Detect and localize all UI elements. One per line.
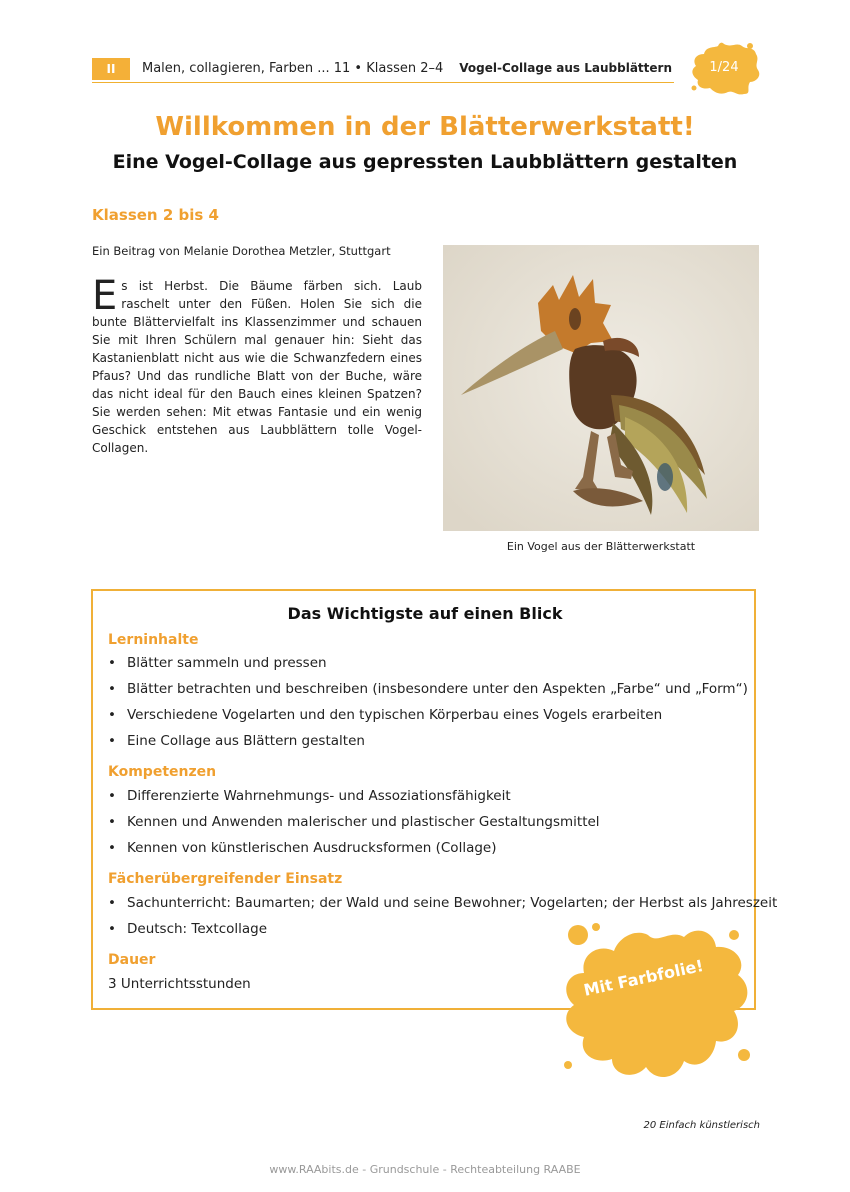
page-subtitle: Eine Vogel-Collage aus gepressten Laubblättern gestalten [112, 151, 738, 173]
summary-title: Das Wichtigste auf einen Blick [287, 604, 563, 623]
section-heading-lerninhalte: Lerninhalte [108, 632, 199, 648]
header-series-text: Malen, collagieren, Farben ... 11 • Klassen 2–4 [142, 61, 444, 76]
color-foil-label: Mit Farbfolie! [582, 955, 706, 1000]
header-topic-text: Vogel-Collage aus Laubblättern [459, 61, 672, 75]
author-line: Ein Beitrag von Melanie Dorothea Metzler, Stuttgart [92, 244, 391, 258]
leaf-bird-photo [443, 245, 759, 531]
drop-cap: E [92, 273, 118, 319]
section-heading-dauer: Dauer [108, 952, 156, 968]
color-foil-splat-icon [538, 915, 760, 1090]
list-item: • Kennen und Anwenden malerischer und plastischer Gestaltungsmittel [108, 814, 600, 830]
intro-paragraph [92, 273, 422, 457]
page-footer: www.RAAbits.de - Grundschule - Rechteabteilung RAABE [269, 1163, 581, 1176]
grade-level: Klassen 2 bis 4 [92, 206, 219, 224]
photo-caption: Ein Vogel aus der Blätterwerkstatt [506, 540, 696, 553]
list-item: • Deutsch: Textcollage [108, 921, 268, 937]
list-item: • Verschiedene Vogelarten und den typischen Körperbau eines Vogels erarbeiten [108, 707, 663, 723]
duration-text: 3 Unterrichtsstunden [108, 976, 251, 992]
section-heading-faecheruebergreifend: Fächerübergreifender Einsatz [108, 871, 343, 887]
series-footer: 20 Einfach künstlerisch [643, 1120, 760, 1131]
list-item: • Eine Collage aus Blättern gestalten [108, 733, 365, 749]
list-item: • Blätter betrachten und beschreiben (insbesondere unter den Aspekten „Farbe“ und „Form“) [108, 681, 748, 697]
list-item: • Sachunterricht: Baumarten; der Wald und seine Bewohner; Vogelarten; der Herbst als Jahreszeit [108, 895, 778, 911]
intro-text: s ist Herbst. Die Bäume färben sich. Laub raschelt unter den Füßen. Holen Sie sich die bunte Blättervielfalt ins Klassenzimmer und schauen Sie mit Ihren Schülern mal genauer hin: Sieht das Kastanienblatt nicht aus wie die Schwanzfedern eines Pfaus? Und das rundliche Blatt von der Buche, wäre das nicht ideal für den Bauch eines kleinen Spatzen? Sie werden sehen: Mit etwas Fantasie und ein wenig Geschick entstehen aus Laubblättern tolle Vogel-Collagen. [92, 279, 422, 455]
list-item: • Blätter sammeln und pressen [108, 655, 327, 671]
page-title: Willkommen in der Blätterwerkstatt! [155, 112, 695, 142]
list-item: • Kennen von künstlerischen Ausdrucksformen (Collage) [108, 840, 497, 856]
running-header [92, 58, 674, 83]
section-tag: II [92, 58, 130, 80]
section-heading-kompetenzen: Kompetenzen [108, 764, 217, 780]
list-item: • Differenzierte Wahrnehmungs- und Assoziationsfähigkeit [108, 788, 511, 804]
page-number: 1/24 [709, 60, 739, 75]
